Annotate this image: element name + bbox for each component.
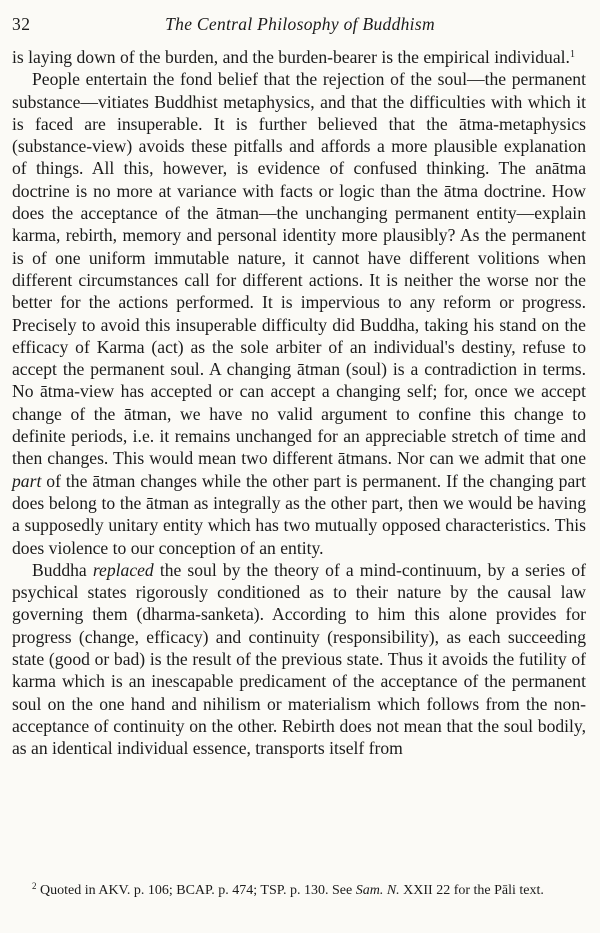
footnote-marker-1: 1	[569, 49, 575, 60]
page-header	[12, 14, 588, 40]
paragraph-3	[12, 559, 586, 760]
footnote-emphasis: Sam. N.	[355, 883, 400, 898]
footnote-2	[12, 882, 586, 900]
paragraph-1	[12, 46, 586, 68]
paragraph-1-text: is laying down of the burden, and the burden-bearer is the empirical individual.	[12, 47, 570, 67]
paragraph-3-text-b: the soul by the theory of a mind-continuum, by a series of psychical states rigorously conditioned as to their nature by the causal law governing them (dharma-sanketa). According to him this alone provides for progress (change, efficacy) and continuity (responsibility), as each succeeding state (good or bad) is the result of the previous state. Thus it avoids the futility of karma which is an inescapable predicament of the acceptance of the permanent soul on the one hand and nihilism or materialism which follows from the non-acceptance of continuity on the other. Rebirth does not mean that the soul bodily, as an identical individual essence, transports itself from	[12, 559, 586, 759]
paragraph-2-emphasis: part	[12, 470, 42, 491]
footnote-text-a: Quoted in AKV. p. 106; BCAP. p. 474; TSP. p. 130. See	[36, 883, 356, 898]
paragraph-2-text-b: of the ātman changes while the other part is permanent. If the changing part does belong to the ātman as integrally as the other part, then we would be having a supposedly unitary entity which has two mutually opposed characteristics. This does violence to our conception of an entity.	[12, 470, 586, 558]
paragraph-2	[12, 68, 586, 559]
paragraph-3-text-a: Buddha	[32, 559, 93, 580]
page-number: 32	[12, 14, 31, 34]
footnote	[12, 882, 586, 900]
footnote-marker-2: 2	[32, 881, 37, 891]
footnote-text-b: XXII 22 for the Pāli text.	[399, 883, 544, 898]
body-text	[12, 46, 586, 760]
running-title: The Central Philosophy of Buddhism	[165, 14, 435, 34]
paragraph-3-emphasis: replaced	[92, 559, 154, 580]
paragraph-2-text-a: People entertain the fond belief that the rejection of the soul—the permanent substance—vitiates Buddhist metaphysics, and that the difficulties with which it is faced are insuperable. It is further believed that the ātma-metaphysics (substance-view) avoids these pitfalls and affords a more plausible explanation of things. All this, however, is evidence of confused thinking. The anātma doctrine is no more at variance with facts or logic than the ātma doctrine. How does the acceptance of the ātman—the unchanging permanent entity—explain karma, rebirth, memory and personal identity more plausibly? As the permanent is of one uniform immutable nature, it cannot have different volitions when different circumstances call for different actions. It is neither the worse nor the better for the actions performed. It is impervious to any reform or progress. Precisely to avoid this insuperable difficulty did Buddha, taking his stand on the efficacy of Karma (act) as the sole arbiter of an individual's destiny, refuse to accept the permanent soul. A changing ātman (soul) is a contradiction in terms. No ātma-view has accepted or can accept a changing self; for, once we accept change of the ātman, we have no valid argument to confine this change to definite periods, i.e. it remains unchanged for an appreciable stretch of time and then changes. This would mean two different ātmans. Nor can we admit that one	[12, 69, 586, 469]
